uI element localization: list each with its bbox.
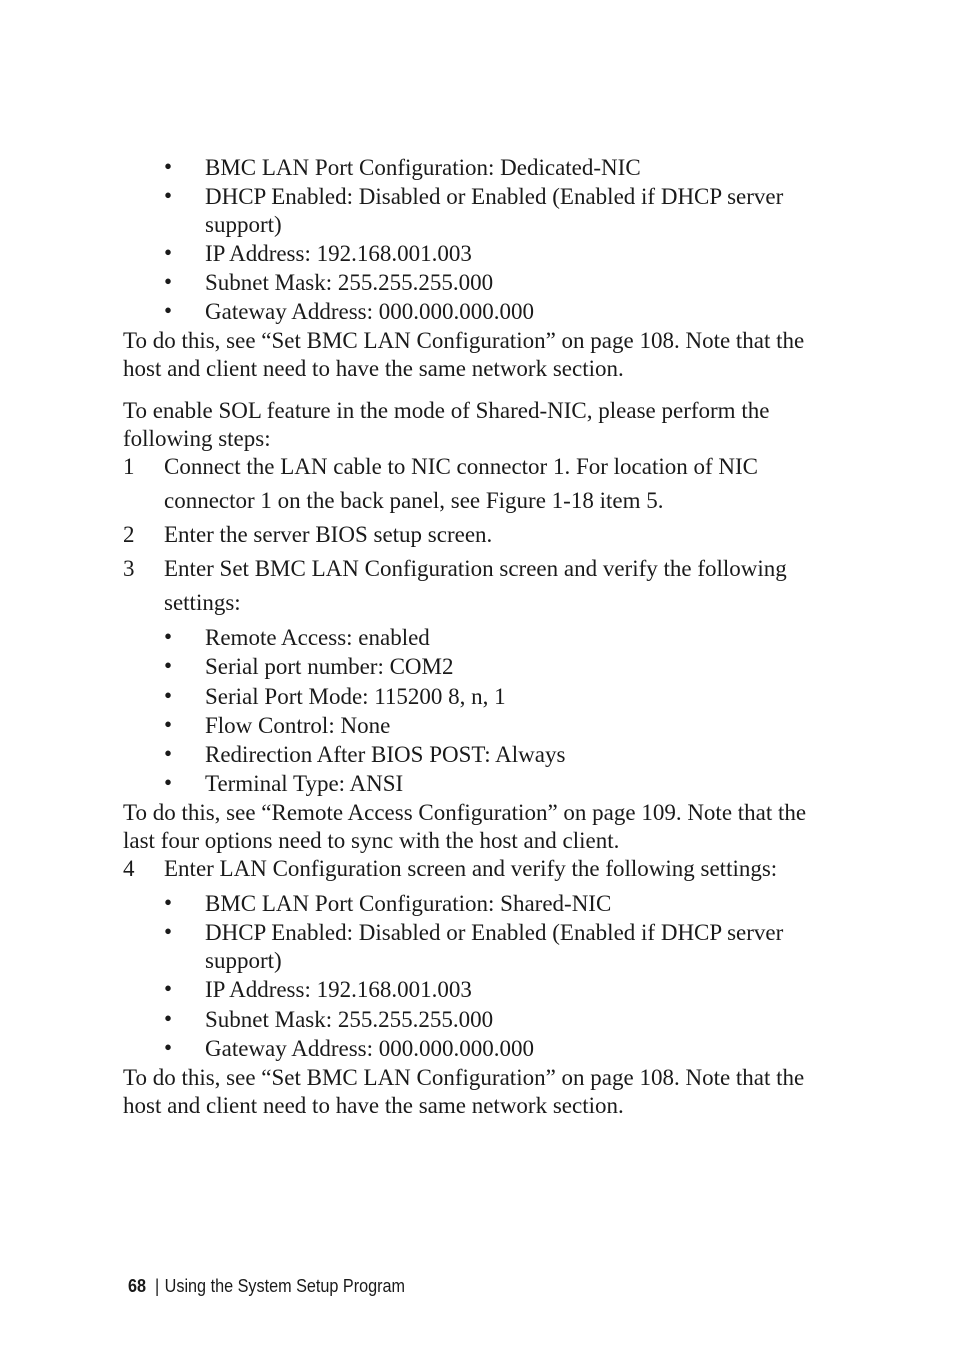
intro-paragraph-line2: following steps: <box>123 426 271 451</box>
footer-section-title: Using the System Setup Program <box>164 1276 406 1296</box>
note-paragraph-line2: host and client need to have the same network section. <box>123 1093 624 1118</box>
bullet-icon: • <box>164 183 173 208</box>
footer-separator: | <box>155 1276 160 1296</box>
note-paragraph-line2: last four options need to sync with the host and client. <box>123 828 620 853</box>
intro-paragraph: To enable SOL feature in the mode of Shared-NIC, please perform the <box>123 398 770 423</box>
step-number: 2 <box>123 522 135 547</box>
bullet-icon: • <box>164 240 173 265</box>
bullet-icon: • <box>164 919 173 944</box>
step-number: 3 <box>123 556 135 581</box>
note-paragraph: To do this, see “Remote Access Configuration” on page 109. Note that the <box>123 800 807 825</box>
bullet-icon: • <box>164 890 173 915</box>
bullet-icon: • <box>164 269 173 294</box>
bullet-icon: • <box>164 624 173 649</box>
note-paragraph: To do this, see “Set BMC LAN Configuration” on page 108. Note that the <box>123 1065 805 1090</box>
page-number: 68 <box>128 1276 147 1296</box>
step-text: Enter the server BIOS setup screen. <box>164 522 493 547</box>
step-text: Enter Set BMC LAN Configuration screen and verify the following <box>164 556 787 581</box>
document-page: • BMC LAN Port Configuration: Dedicated-NIC • DHCP Enabled: Disabled or Enabled (Enabled if DHCP server support) • IP Address: 192.168.001.003 • Subnet Mask: 255.255.255.000 • Gateway Address: 000.000.000.000 To do this, see “Set BMC LAN Configuration” on page 108. Note that the host and client need to have the same network section. To enable SOL feature in the mode of Shared-NIC, please perform the following steps: 1 Connect the LAN cable to NIC connector 1. For location of NIC connector 1 on the back panel, see Figure 1-18 item 5. 2 Enter the server BIOS setup screen. 3 Enter Set BMC LAN Configuration screen and verify the following settings: • Remote Access: enabled • Serial port number: COM2 • Serial Port Mode: 115200 8, n, 1 • Flow Control: None • Redirection After BIOS POST: Always • Terminal Type: ANSI To do this, see “Remote Access Configuration” on page 109. Note that the last four options need to sync with the host and client. 4 Enter LAN Configuration screen and verify the following settings: • BMC LAN Port Configuration: Shared-NIC • DHCP Enabled: Disabled or Enabled (Enabled if DHCP server support) • IP Address: 192.168.001.003 • Subnet Mask: 255.255.255.000 • Gateway Address: 000.000.000.000 To do this, see “Set BMC LAN Configuration” on page 108. Note that the host and client need to have the same network section. 68 | Using the System Setup Program <box>123 154 807 1296</box>
note-paragraph-line2: host and client need to have the same network section. <box>123 356 624 381</box>
bullet-icon: • <box>164 154 173 179</box>
bullet-icon: • <box>164 712 173 737</box>
bullet-icon: • <box>164 741 173 766</box>
note-paragraph: To do this, see “Set BMC LAN Configuration” on page 108. Note that the <box>123 328 805 353</box>
bullet-icon: • <box>164 1006 173 1031</box>
bullet-icon: • <box>164 976 173 1001</box>
bullet-icon: • <box>164 298 173 323</box>
step-number: 1 <box>123 454 135 479</box>
bullet-icon: • <box>164 653 173 678</box>
step-text-line2: settings: <box>164 590 241 615</box>
bullet-icon: • <box>164 1035 173 1060</box>
bullet-icon: • <box>164 770 173 795</box>
bullet-icon: • <box>164 683 173 708</box>
step-number: 4 <box>123 856 135 881</box>
page-footer <box>128 1274 405 1298</box>
step-text: Connect the LAN cable to NIC connector 1. For location of NIC <box>164 454 759 479</box>
step-text-line2: connector 1 on the back panel, see Figure 1-18 item 5. <box>164 488 664 513</box>
step-text: Enter LAN Configuration screen and verify the following settings: <box>164 856 778 881</box>
